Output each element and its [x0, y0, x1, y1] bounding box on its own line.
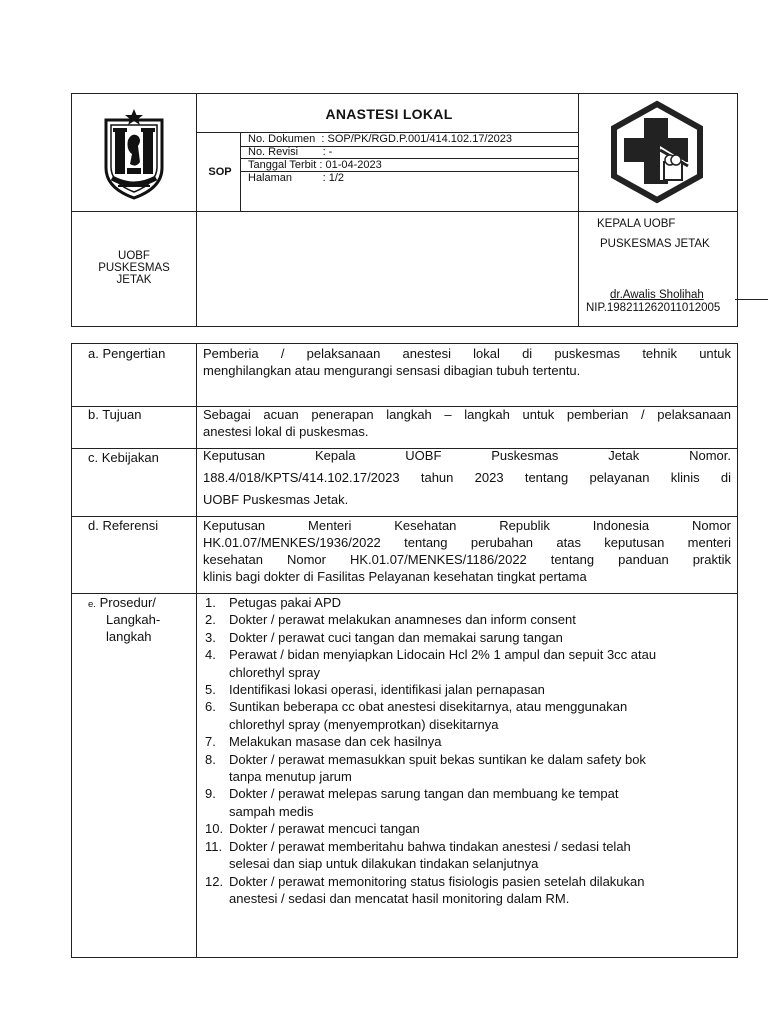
step-text-line: Perawat / bidan menyiapkan Lidocain Hcl 2% 1 ampul dan sepuit 3cc atau — [229, 647, 657, 663]
unit-name — [82, 250, 186, 286]
step-number: 4. — [205, 647, 216, 663]
step-text-line: sampah medis — [229, 803, 314, 819]
step-text-line: chlorethyl spray (menyemprotkan) disekitarnya — [229, 716, 499, 732]
procedure-step — [203, 594, 733, 611]
step-number: 2. — [205, 612, 216, 628]
step-number: 8. — [205, 751, 216, 767]
section-label-prefix: e. — [88, 599, 96, 610]
step-text-line: Petugas pakai APD — [229, 595, 342, 610]
issue-date: Tanggal Terbit : 01-04-2023 — [248, 159, 382, 171]
regency-emblem-logo — [98, 106, 170, 202]
step-text-line: Dokter / perawat memonitoring status fisiologis pasien setelah dilakukan — [229, 873, 645, 889]
text-line: Keputusan Menteri Kesehatan Republik Indonesia Nomor — [203, 518, 731, 533]
step-number: 3. — [205, 629, 216, 645]
step-number: 6. — [205, 699, 216, 715]
procedure-steps-list — [203, 594, 733, 907]
step-number: 10. — [205, 821, 224, 837]
step-text-line: tanpa menutup jarum — [229, 769, 352, 785]
procedure-step — [203, 751, 733, 786]
step-number: 11. — [205, 838, 223, 854]
text-line: UOBF Puskesmas Jetak. — [203, 492, 349, 507]
text-line: anestesi lokal di puskesmas. — [203, 424, 369, 439]
unit-name-line: UOBF — [118, 250, 150, 262]
step-text-line: Dokter / perawat memberitahu bahwa tindakan anestesi / sedasi telah — [229, 838, 631, 854]
procedure-step — [203, 646, 733, 681]
step-number: 9. — [205, 786, 216, 802]
section-label-referensi: d. Referensi — [88, 518, 159, 533]
sop-content-table — [71, 343, 738, 958]
section-text-pengertian — [203, 345, 731, 379]
step-text-line: Melakukan masase dan cek hasilnya — [229, 734, 442, 750]
divider — [196, 94, 197, 326]
unit-name-line: JETAK — [116, 274, 152, 286]
text-line: klinis bagi dokter di Fasilitas Pelayanan kesehatan tingkat pertama — [203, 569, 587, 584]
step-text-line: Dokter / perawat memasukkan spuit bekas suntikan ke dalam safety bok — [229, 751, 646, 767]
step-text-line: chlorethyl spray — [229, 664, 321, 680]
step-text-line: Dokter / perawat cuci tangan dan memakai sarung tangan — [229, 629, 563, 645]
section-label-text: Prosedur/ — [99, 595, 156, 610]
section-label-prosedur-line2: Langkah- — [106, 612, 161, 627]
page-number: Halaman : 1/2 — [248, 172, 344, 184]
divider — [196, 344, 197, 957]
signature-line — [735, 299, 768, 300]
divider — [72, 211, 737, 212]
step-number: 5. — [205, 682, 216, 698]
step-text-line: Dokter / perawat melepas sarung tangan dan membuang ke tempat — [229, 786, 619, 802]
procedure-step — [203, 785, 733, 820]
step-text-line: selesai dan siap untuk dilakukan tindakan selanjutnya — [229, 856, 539, 872]
revision-number: No. Revisi : - — [248, 146, 333, 158]
procedure-step — [203, 698, 733, 733]
head-title-line1: KEPALA UOBF — [597, 218, 676, 230]
unit-name-line: PUSKESMAS — [98, 262, 170, 274]
procedure-step — [203, 820, 733, 837]
text-line: Pemberia / pelaksanaan anestesi lokal di puskesmas tehnik untuk — [203, 346, 731, 361]
puskesmas-logo — [602, 100, 712, 204]
divider — [578, 94, 579, 326]
head-name: dr.Awalis Sholihah — [610, 289, 704, 301]
procedure-step — [203, 733, 733, 750]
section-label-pengertian: a. Pengertian — [88, 346, 166, 361]
step-text-line: Dokter / perawat melakukan anamneses dan inform consent — [229, 612, 576, 628]
sop-header-table — [71, 93, 738, 327]
procedure-step — [203, 838, 733, 873]
text-line: kesehatan Nomor HK.01.07/MENKES/1186/2022 tentang panduan praktik — [203, 552, 731, 567]
step-number: 1. — [205, 595, 216, 610]
document-title: ANASTESI LOKAL — [325, 106, 453, 122]
text-line: 188.4/018/KPTS/414.102.17/2023 tahun 2023 tentang pelayanan klinis di — [203, 470, 731, 485]
section-text-referensi — [203, 517, 731, 585]
step-number: 7. — [205, 734, 216, 750]
step-text-line: Identifikasi lokasi operasi, identifikasi jalan pernapasan — [229, 682, 545, 698]
section-label-prosedur-line3: langkah — [106, 629, 152, 644]
text-line: Keputusan Kepala UOBF Puskesmas Jetak Nomor. — [203, 448, 731, 463]
section-label-kebijakan: c. Kebijakan — [88, 450, 159, 465]
head-nip: NIP.198211262011012005 — [586, 302, 721, 314]
head-title-line2: PUSKESMAS JETAK — [600, 238, 710, 250]
section-label-tujuan: b. Tujuan — [88, 407, 142, 422]
document-number: No. Dokumen : SOP/PK/RGD.P.001/414.102.17/2023 — [248, 133, 512, 145]
step-text-line: Suntikan beberapa cc obat anestesi disekitarnya, atau menggunakan — [229, 699, 628, 715]
section-text-tujuan — [203, 406, 731, 440]
sop-label: SOP — [208, 166, 232, 178]
procedure-step — [203, 611, 733, 628]
step-text-line: anestesi / sedasi dan mencatat hasil monitoring dalam RM. — [229, 890, 570, 906]
step-number: 12. — [205, 873, 224, 889]
procedure-step — [203, 873, 733, 908]
text-line: menghilangkan atau mengurangi sensasi dibagian tubuh tertentu. — [203, 363, 581, 378]
procedure-step — [203, 681, 733, 698]
procedure-step — [203, 629, 733, 646]
text-line: HK.01.07/MENKES/1936/2022 tentang perubahan atas keputusan menteri — [203, 535, 731, 550]
step-text-line: Dokter / perawat mencuci tangan — [229, 821, 420, 837]
section-text-kebijakan — [203, 445, 731, 511]
text-line: Sebagai acuan penerapan langkah – langkah untuk pemberian / pelaksanaan — [203, 407, 731, 422]
